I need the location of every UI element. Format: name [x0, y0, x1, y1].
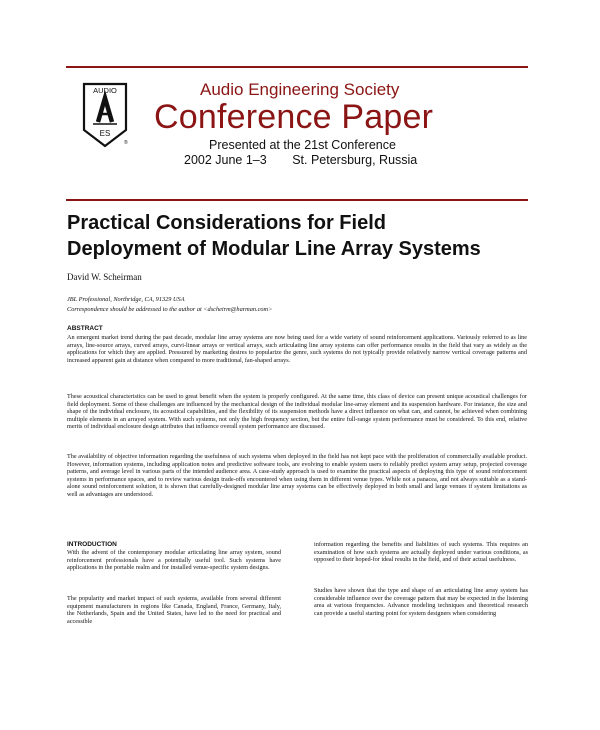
abstract-paragraph-2: These acoustical characteristics can be used to great benefit when the system is properly configured. At the same time, this class of device can present unique acoustical challenges for field deployment. Some of these challenges are influenced by the mechanical design of the individual modular line-array element and its suspension hardware. For instance, the size and shape of the individual enclosure, its acoustical capabilities, and the flexibility of its suspension methods have a direct influence on what can, and cannot, be achieved when combining multiple elements in an arrayed system. With such systems, not only the high frequency section, but the entire full-range system performance must be considered. To this end, relative merits of individual enclosure design attributes that influence overall system performance are discussed.	[67, 393, 527, 430]
paper-title	[67, 210, 537, 262]
conference-paper-title: Conference Paper	[154, 98, 434, 136]
registered-mark: ®	[124, 140, 128, 146]
author-name: David W. Scheirman	[67, 272, 142, 282]
presented-at: Presented at the 21st Conference	[209, 138, 396, 152]
intro-left-paragraph-1: With the advent of the contemporary modular articulating line array system, sound reinforcement professionals have a potentially useful tool. Such systems have applications in the portable realm and for installed venue-specific system designs.	[67, 549, 281, 571]
introduction-heading: INTRODUCTION	[67, 541, 117, 548]
conference-date: 2002 June 1–3	[184, 153, 267, 167]
paper-title-line-2: Deployment of Modular Line Array Systems	[67, 238, 481, 260]
paper-title-line-1: Practical Considerations for Field	[67, 212, 386, 234]
top-divider	[66, 66, 528, 68]
conference-location: St. Petersburg, Russia	[292, 153, 418, 167]
society-name: Audio Engineering Society	[200, 80, 400, 99]
logo-text-top: AUDIO	[93, 86, 117, 95]
affiliation: JBL Professional, Northridge, CA, 91329 USA	[67, 296, 185, 303]
intro-right-paragraph-2: Studies have shown that the type and shape of an articulating line array system has considerable influence over the coverage pattern that may be expected in the listening area at various frequencies. Advance modeling techniques and theoretical research can provide a useful starting point for system designers when considering	[314, 587, 528, 617]
correspondence: Correspondence should be addressed to the author at <dscheirm@harman.com>	[67, 306, 273, 313]
logo-text-bottom: ES	[99, 129, 111, 138]
intro-left-paragraph-2: The popularity and market impact of such systems, available from several different equipment manufacturers in regions like Canada, England, France, Germany, Italy, the Netherlands, Spain and the United States, have led to the need for practical and accessible	[67, 595, 281, 625]
intro-right-paragraph-1: information regarding the benefits and liabilities of such systems. This requires an examination of how such systems are actually deployed under various conditions, as opposed to their hoped-for ideal results in the field, and of their actual usefulness.	[314, 541, 528, 563]
abstract-paragraph-1: An emergent market trend during the past decade, modular line array systems are now being used for a wide variety of sound reinforcement applications. Variously referred to as line arrays, line-source arrays, curved arrays, curvi-linear arrays or vertical arrays, such articulating line array systems can offer performance results in the field that vary as widely as the applications for which they are applied. Pressured by marketing desires to popularize the genre, such systems do not typically provide relatively narrow vertical coverage patterns and increased apparent gain at distance when compared to more traditional, fan-shaped arrays.	[67, 334, 527, 364]
abstract-heading: ABSTRACT	[67, 325, 103, 332]
aes-logo-icon	[80, 80, 130, 150]
abstract-paragraph-3: The availability of objective information regarding the usefulness of such systems when deployed in the field has not kept pace with the proliferation of commercially available product. However, information systems, including application notes and predictive software tools, are evolving to enable system users to reliably predict system array setup, projected coverage patterns, and average level in various parts of the intended audience area. A case-study approach is used to examine the practical aspects of deploying this type of sound reinforcement systems in performance spaces, and to review various design trade-offs encountered when using them in different venue types. While not a panacea, and not always suitable as a stand-alone sound reinforcement solution, it is shown that carefully-designed modular line array systems can be effectively deployed in both small and large venues if system limitations as well as advantages are understood.	[67, 453, 527, 498]
author-affiliation-block	[67, 295, 272, 315]
conference-date-location	[184, 153, 417, 167]
header-divider	[66, 199, 528, 201]
